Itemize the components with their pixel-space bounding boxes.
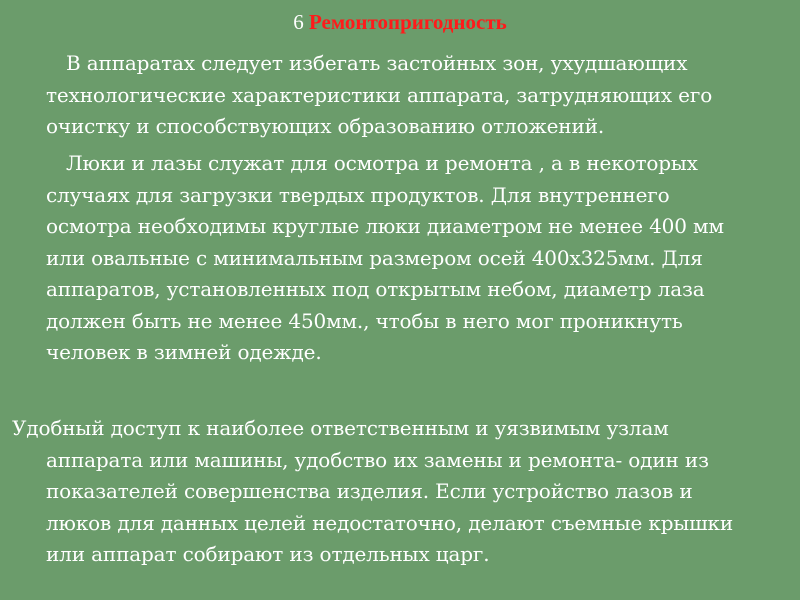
text-line: технологические характеристики аппарата, затрудняющих его [46,82,713,107]
paragraph-hatches-manholes [46,148,724,369]
text-line: очистку и способствующих образованию отложений. [46,114,605,138]
text-line: показателей совершенства изделия. Если устройство лазов и [46,479,693,503]
text-line: или овальные с минимальным размером осей 400х325мм. Для [46,245,703,270]
text-line: люков для данных целей недостаточно, делают съемные крышки [46,510,734,535]
paragraph-convenient-access [12,413,733,571]
slide-title [0,8,800,36]
text-line: Удобный доступ к наиболее ответственным и уязвимым узлам [12,416,669,440]
text-line: В аппаратах следует избегать застойных зон, ухудшающих [66,51,688,75]
title-number: 6 [293,10,304,34]
text-line: аппаратов, установленных под открытым небом, диаметр лаза [46,277,705,301]
text-line: человек в зимней одежде. [46,340,322,364]
text-line: случаях для загрузки твердых продуктов. Для внутреннего [46,182,670,207]
text-line: аппарата или машины, удобство их замены и ремонта- один из [46,447,709,472]
paragraph-stagnant-zones [46,48,712,143]
text-line: или аппарат собирают из отдельных царг. [46,542,490,566]
title-heading: Ремонтопригодность [308,10,507,34]
text-line: осмотра необходимы круглые люки диаметром не менее 400 мм [46,214,724,238]
text-line: должен быть не менее 450мм., чтобы в него мог проникнуть [46,308,683,333]
text-line: Люки и лазы служат для осмотра и ремонта , а в некоторых [66,151,698,175]
